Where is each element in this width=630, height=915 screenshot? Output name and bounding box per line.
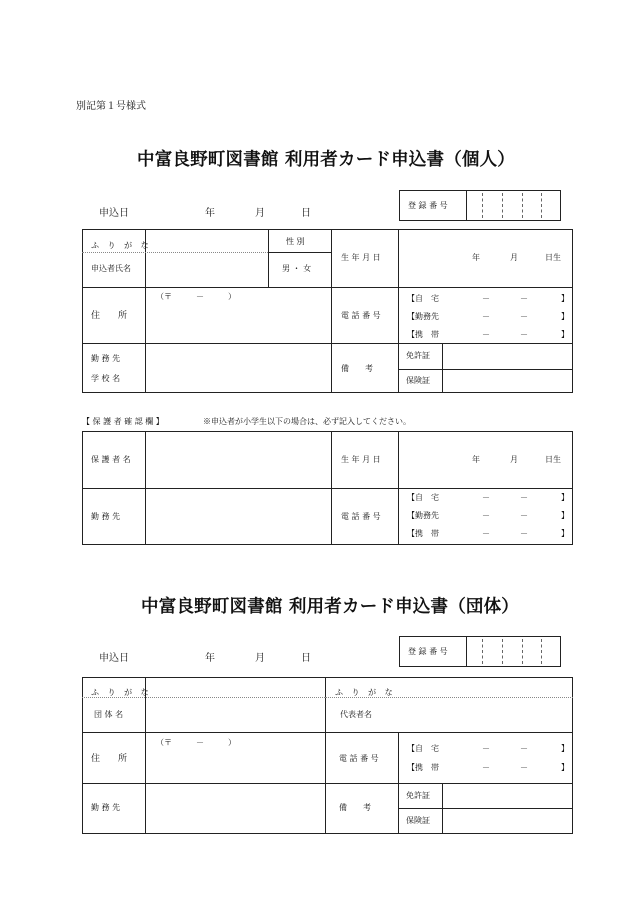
individual-furigana-field[interactable] [146,230,267,252]
group-registration-label: 登 録 番 号 [408,647,448,656]
group-date-month[interactable]: 月 [255,653,265,664]
individual-furigana-label: ふ り が な [91,241,152,250]
guardian-name-field[interactable] [146,432,330,487]
bracket-close: 】 [561,330,569,339]
guardian-birth-month[interactable]: 月 [510,455,518,464]
individual-license-field[interactable] [443,344,572,368]
dash: － [520,330,528,339]
individual-registration-label: 登 録 番 号 [408,201,448,210]
dash: － [482,744,490,753]
individual-insurance-field[interactable] [443,370,572,392]
representative-furigana-label: ふ り が な [335,688,396,697]
individual-phone-home-label: 【自 宅 [407,294,439,303]
dash: － [482,330,490,339]
individual-date-day[interactable]: 日 [301,208,311,219]
dash: － [482,763,490,772]
dash: － [482,511,490,520]
individual-address-field[interactable] [146,305,330,342]
bracket-close: 】 [561,511,569,520]
group-workplace-field[interactable] [146,784,324,833]
individual-workplace-label: 勤 務 先 [91,354,121,363]
individual-date-year[interactable]: 年 [205,208,215,219]
group-phone-mobile-label: 【携 帯 [407,763,439,772]
bracket-close: 】 [561,493,569,502]
representative-name-field[interactable] [399,698,572,731]
individual-applicant-name-label: 申込者氏名 [91,264,131,273]
dash: － [520,294,528,303]
bracket-close: 】 [561,294,569,303]
guardian-name-label: 保 護 者 名 [91,455,131,464]
group-date-day[interactable]: 日 [301,653,311,664]
guardian-birth-label: 生 年 月 日 [341,455,381,464]
group-remarks-label: 備 考 [339,803,371,812]
dash: － [520,529,528,538]
individual-license-label: 免許証 [406,351,430,360]
dash: － [482,312,490,321]
bracket-close: 】 [561,529,569,538]
individual-registration-field[interactable] [467,191,560,220]
group-address-label: 住 所 [91,754,128,764]
guardian-note: ※申込者が小学生以下の場合は、必ず記入してください。 [203,417,411,426]
group-postal-code[interactable]: （〒 － ） [156,738,236,747]
individual-phone-mobile-label: 【携 帯 [407,330,439,339]
group-license-label: 免許証 [406,791,430,800]
group-registration-field[interactable] [467,637,560,666]
representative-furigana-field[interactable] [399,678,572,696]
group-furigana-field[interactable] [146,678,324,696]
bracket-close: 】 [561,312,569,321]
group-name-field[interactable] [146,698,324,731]
group-phone-home-label: 【自 宅 [407,744,439,753]
individual-name-field[interactable] [146,253,267,286]
individual-title: 中富良野町図書館 利用者カード申込書（個人） [137,150,515,170]
dash: － [520,763,528,772]
group-date-year[interactable]: 年 [205,653,215,664]
bracket-close: 】 [561,763,569,772]
group-date-label: 申込日 [99,653,129,664]
individual-birth-month[interactable]: 月 [510,253,518,262]
group-title: 中富良野町図書館 利用者カード申込書（団体） [141,597,519,617]
individual-birth-day[interactable]: 日生 [545,253,561,262]
individual-birth-label: 生 年 月 日 [341,253,381,262]
dash: － [482,529,490,538]
guardian-phone-work-label: 【勤務先 [407,511,439,520]
dash: － [482,294,490,303]
dash: － [520,312,528,321]
dash: － [520,511,528,520]
group-phone-label: 電 話 番 号 [339,754,379,763]
group-name-label: 団 体 名 [94,710,124,719]
individual-gender-options[interactable]: 男 ・ 女 [282,264,312,273]
guardian-phone-mobile-label: 【携 帯 [407,529,439,538]
individual-gender-label: 性 別 [286,237,305,246]
individual-school-label: 学 校 名 [91,374,121,383]
group-workplace-label: 勤 務 先 [91,803,121,812]
group-furigana-label: ふ り が な [91,688,152,697]
individual-remarks-label: 備 考 [341,364,373,373]
individual-address-label: 住 所 [91,311,128,321]
group-license-field[interactable] [443,784,572,807]
guardian-header: 【 保 護 者 確 認 欄 】 [82,417,164,426]
guardian-phone-home-label: 【自 宅 [407,493,439,502]
individual-postal-code[interactable]: （〒 － ） [156,292,236,301]
individual-birth-year[interactable]: 年 [472,253,480,262]
guardian-birth-year[interactable]: 年 [472,455,480,464]
individual-insurance-label: 保険証 [406,376,430,385]
group-address-field[interactable] [146,750,324,782]
form-number: 別記第１号様式 [76,101,146,112]
individual-workplace-field[interactable] [146,344,330,392]
group-insurance-field[interactable] [443,809,572,833]
dash: － [482,493,490,502]
guardian-workplace-label: 勤 務 先 [91,512,121,521]
individual-date-month[interactable]: 月 [255,208,265,219]
individual-phone-label: 電 話 番 号 [341,311,381,320]
dash: － [520,744,528,753]
individual-date-label: 申込日 [99,208,129,219]
dash: － [520,493,528,502]
guardian-birth-day[interactable]: 日生 [545,455,561,464]
representative-name-label: 代表者名 [340,710,372,719]
bracket-close: 】 [561,744,569,753]
guardian-phone-label: 電 話 番 号 [341,512,381,521]
individual-phone-work-label: 【勤務先 [407,312,439,321]
guardian-workplace-field[interactable] [146,489,330,544]
group-insurance-label: 保険証 [406,816,430,825]
